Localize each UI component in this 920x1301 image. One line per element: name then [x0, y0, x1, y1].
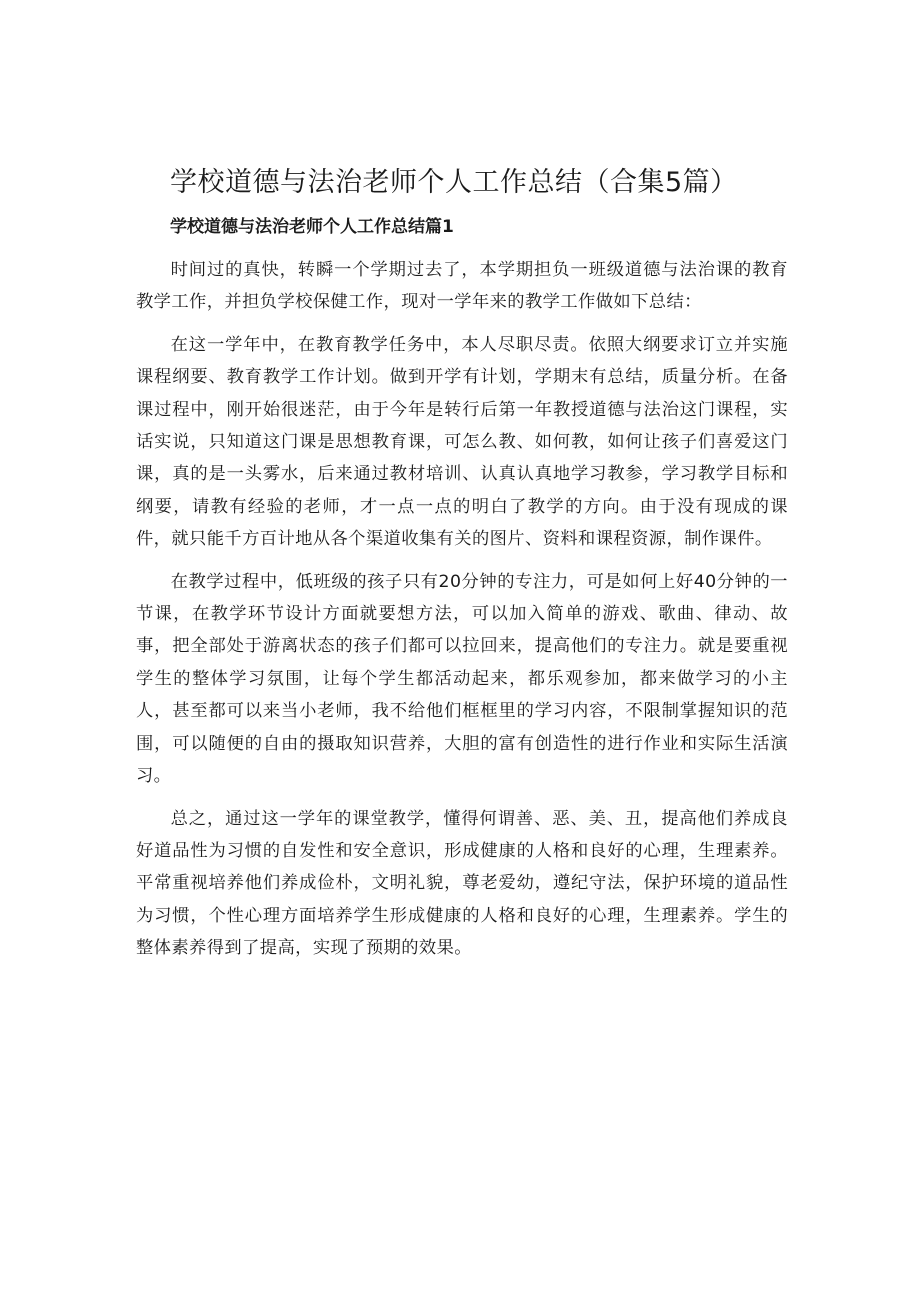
paragraph-2: 在这一学年中，在教育教学任务中，本人尽职尽责。依照大纲要求订立并实施课程纲要、教育教学工作计划。做到开学有计划，学期末有总结，质量分析。在备课过程中，刚开始很迷茫，由于今年是转行后第一年教授道德与法治这门课程，实话实说，只知道这门课是思想教育课，可怎么教、如何教，如何让孩子们喜爱这门课，真的是一头雾水，后来通过教材培训、认真认真地学习教参，学习教学目标和纲要，请教有经验的老师，才一点一点的明白了教学的方向。由于没有现成的课件，就只能千方百计地从各个渠道收集有关的图片、资料和课程资源，制作课件。 [136, 334, 788, 550]
paragraph-3: 在教学过程中，低班级的孩子只有20分钟的专注力，可是如何上好40分钟的一节课，在教学环节设计方面就要想方法，可以加入简单的游戏、歌曲、律动、故事，把全部处于游离状态的孩子们都可以拉回来，提高他们的专注力。就是要重视学生的整体学习氛围，让每个学生都活动起来，都乐观参加，都来做学习的小主人，甚至都可以来当小老师，我不给他们框框里的学习内容，不限制掌握知识的范围，可以随便的自由的摄取知识营养，大胆的富有创造性的进行作业和实际生活演习。 [136, 571, 788, 787]
document-body [136, 254, 788, 975]
document-title: 学校道德与法治老师个人工作总结（合集5篇） [170, 167, 738, 198]
paragraph-4: 总之，通过这一学年的课堂教学，懂得何谓善、恶、美、丑，提高他们养成良好道品性为习惯的自发性和安全意识，形成健康的人格和良好的心理，生理素养。平常重视培养他们养成俭朴，文明礼貌，尊老爱幼，遵纪守法，保护环境的道品性为习惯，个性心理方面培养学生形成健康的人格和良好的心理，生理素养。学生的整体素养得到了提高，实现了预期的效果。 [136, 808, 788, 959]
paragraph-1: 时间过的真快，转瞬一个学期过去了，本学期担负一班级道德与法治课的教育教学工作，并担负学校保健工作，现对一学年来的教学工作做如下总结： [136, 260, 788, 313]
section-heading: 学校道德与法治老师个人工作总结篇1 [170, 217, 454, 237]
